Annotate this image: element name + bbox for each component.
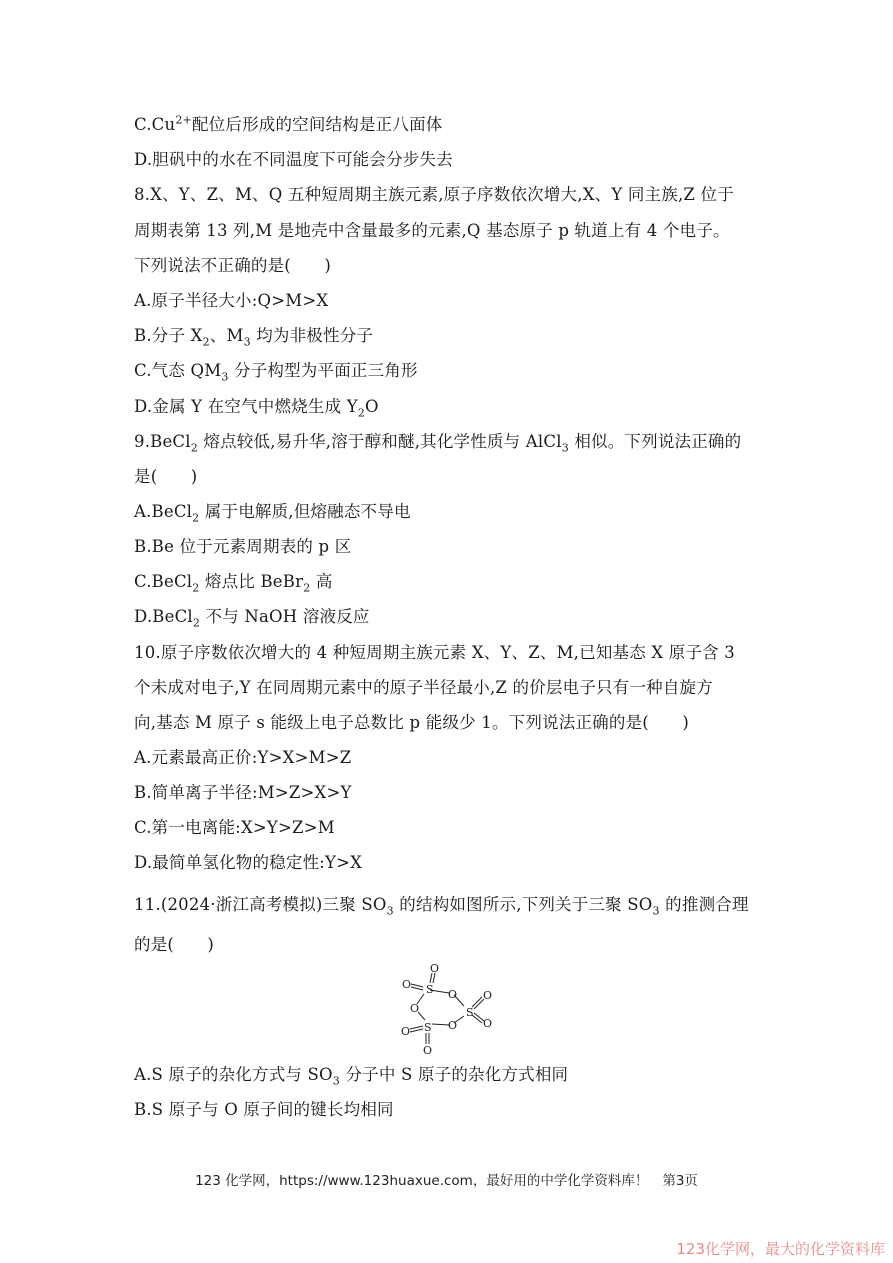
atom-o-terminal-4: O [483,1017,493,1030]
question-8-line-3: 下列说法不正确的是( ) [134,256,331,275]
option-b-q10: B.简单离子半径:M>Z>X>Y [134,783,352,802]
option-a-q10: A.元素最高正价:Y>X>M>Z [134,748,352,767]
option-b-q9: B.Be 位于元素周期表的 p 区 [134,537,352,556]
atom-o-terminal-1: O [430,962,440,975]
atom-o-terminal-6: O [423,1044,433,1057]
atom-o-bridge-3: O [410,1002,420,1015]
page-number: 第3页 [662,1173,698,1189]
question-8-line-2: 周期表第 13 列,M 是地壳中含量最多的元素,Q 基态原子 p 轨道上有 4 个电子。 [134,221,730,240]
option-c-q10: C.第一电离能:X>Y>Z>M [134,818,335,837]
question-11-line-1: 11.(2024·浙江高考模拟)三聚 $SO_3$ 的结构如图所示,下列关于三聚 $SO_3$ 的推测合理 [134,895,749,918]
atom-o-terminal-5: O [401,1025,411,1038]
question-11-line-2: 的是( ) [134,935,215,954]
page-footer [0,1169,893,1189]
atom-o-bridge-2: O [448,1019,458,1032]
question-9-line-1: 9.BeCl$_2$ 熔点较低,易升华,溶于醇和醚,其化学性质与 AlCl$_3$ 相似。下列说法正确的 [134,432,742,455]
atom-s-3: S [424,1021,432,1034]
atom-o-bridge-1: O [448,988,458,1001]
option-d-q8: D.金属 Y 在空气中燃烧生成 $Y_2O$ [134,397,379,420]
option-c-q8: C.气态 $QM_3$ 分子构型为平面正三角形 [134,361,418,384]
option-b-q8: B.分子 $X_2$、$M_3$ 均为非极性分子 [134,326,374,349]
option-d-q9: D.BeCl$_2$ 不与 NaOH 溶液反应 [134,607,370,630]
question-10-line-3: 向,基态 M 原子 s 能级上电子总数比 p 能级少 1。下列说法正确的是( ) [134,713,689,732]
atom-o-terminal-3: O [483,989,493,1002]
question-8-line-1: 8.X、Y、Z、M、Q 五种短周期主族元素,原子序数依次增大,X、Y 同主族,Z 位于 [134,185,734,204]
option-d-q7: D.胆矾中的水在不同温度下可能会分步失去 [134,150,453,169]
option-a-q8: A.原子半径大小:Q>M>X [134,291,329,310]
option-d-q10: D.最简单氢化物的稳定性:Y>X [134,853,363,872]
option-b-q11: B.S 原子与 O 原子间的键长均相同 [134,1100,394,1119]
option-a-q9: A.BeCl$_2$ 属于电解质,但熔融态不导电 [134,502,411,525]
option-a-q11: A.S 原子的杂化方式与 $SO_3$ 分子中 S 原子的杂化方式相同 [134,1065,569,1088]
atom-s-2: S [466,1006,474,1019]
trimer-so3-structure [392,958,502,1058]
option-c-q7: $C.Cu^{2+}$配位后形成的空间结构是正八面体 [134,113,443,134]
question-9-line-2: 是( ) [134,467,198,486]
footer-site-text: 123 化学网，https://www.123huaxue.com，最好用的中学化学资料库！ [195,1173,649,1189]
watermark: 123化学网，最大的化学资料库 [676,1240,885,1258]
atom-o-terminal-2: O [402,978,412,991]
option-c-q9: C.BeCl$_2$ 熔点比 BeBr$_2$ 高 [134,572,333,595]
question-10-line-2: 个未成对电子,Y 在同周期元素中的原子半径最小,Z 的价层电子只有一种自旋方 [134,678,713,697]
question-10-line-1: 10.原子序数依次增大的 4 种短周期主族元素 X、Y、Z、M,已知基态 X 原子含 3 [134,643,735,662]
atom-s-1: S [426,983,434,996]
